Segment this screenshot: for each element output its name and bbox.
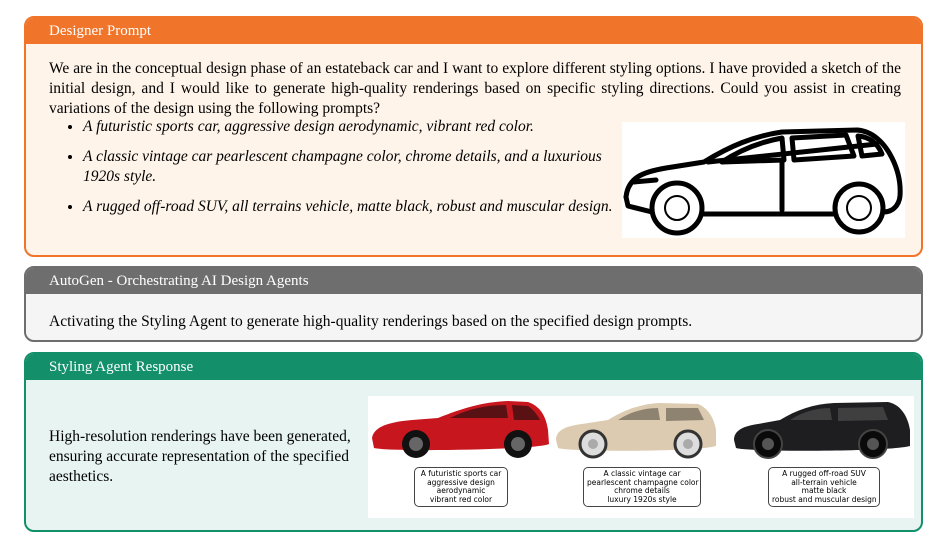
prompt-item: • A futuristic sports car, aggressive design aerodynamic, vibrant red color. [83,117,623,137]
prompt-item: • A rugged off-road SUV, all terrains vehicle, matte black, robust and muscular design. [83,197,623,217]
car-renderings-image [368,396,914,518]
designer-prompt-intro: We are in the conceptual design phase of an estateback car and I want to explore different styling options. I have provided a sketch of the initial design, and I would like to generate high-quality renderings based on specific styling directions. Could you assist in creating variations of the design using the following prompts? [49,60,901,117]
callout-line: aerodynamic [436,486,486,495]
prompt-list [59,117,623,227]
callout-line: luxury 1920s style [607,494,677,504]
styling-response-header: Styling Agent Response [26,354,921,380]
render-callout-champagne [583,467,701,507]
callout-line: matte black [801,486,847,495]
callout-line: A futuristic sports car [420,469,502,478]
styling-response-text: High-resolution renderings have been generated, ensuring accurate representation of the specified aesthetics. [49,428,351,485]
callout-line: chrome details [614,486,670,495]
callout-line: aggressive design [427,477,495,487]
autogen-header: AutoGen - Orchestrating AI Design Agents [26,268,921,294]
autogen-panel [24,266,923,342]
callout-line: vibrant red color [429,494,493,504]
render-callout-red [414,467,508,507]
prompt-item: • A classic vintage car pearlescent champagne color, chrome details, and a luxurious 1920s style. [83,147,623,187]
designer-prompt-header: Designer Prompt [26,18,921,44]
designer-prompt-panel [24,16,923,257]
autogen-text: Activating the Styling Agent to generate high-quality renderings based on the specified design prompts. [49,313,693,330]
callout-line: all-terrain vehicle [791,477,857,487]
car-sketch-image [622,122,905,238]
styling-response-panel [24,352,923,532]
red-car-rendering [372,401,549,458]
callout-line: A rugged off-road SUV [782,469,866,478]
champagne-car-rendering [556,403,716,457]
render-callout-black [768,467,880,507]
callout-line: pearlescent champagne color [587,477,699,487]
callout-line: robust and muscular design [772,494,877,504]
black-suv-rendering [734,402,910,458]
callout-line: A classic vintage car [603,469,681,478]
